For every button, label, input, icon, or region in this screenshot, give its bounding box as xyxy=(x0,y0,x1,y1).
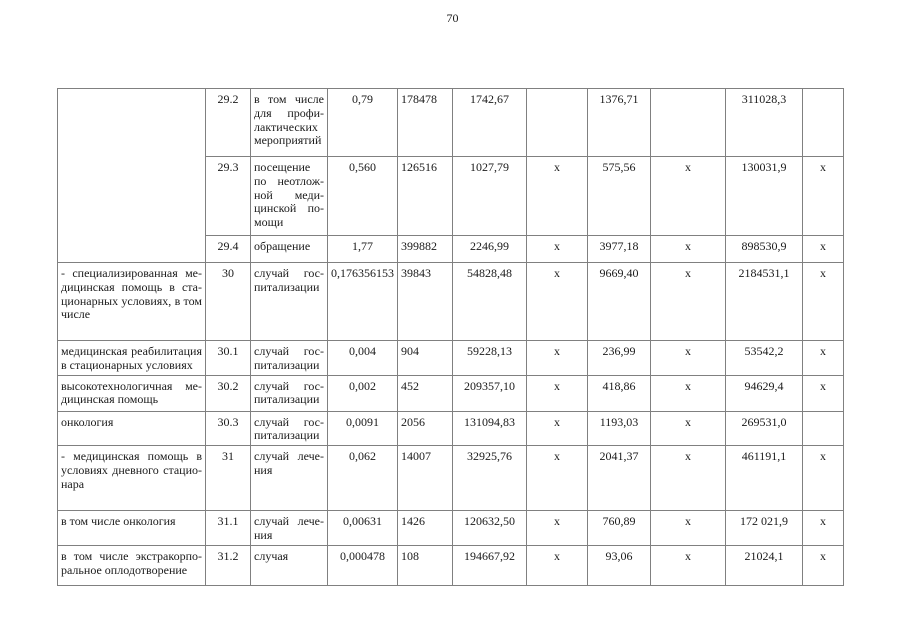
cell-unit: случай гос-питализации xyxy=(251,341,328,376)
cell-name xyxy=(58,89,206,263)
cell-x: x xyxy=(651,375,726,411)
cell-volume: 14007 xyxy=(398,446,453,511)
cell-total-cost: 2184531,1 xyxy=(726,263,803,341)
cell-tariff: 59228,13 xyxy=(453,341,527,376)
cell-x xyxy=(651,89,726,157)
cell-name: онкология xyxy=(58,411,206,446)
cell-norm-per-capita: 0,000478 xyxy=(328,545,398,585)
cell-per-capita-financing: 3977,18 xyxy=(588,236,651,263)
cell-x: x xyxy=(803,341,844,376)
cell-x xyxy=(527,89,588,157)
cell-x: x xyxy=(651,236,726,263)
cell-tariff: 32925,76 xyxy=(453,446,527,511)
cell-volume: 399882 xyxy=(398,236,453,263)
cell-x xyxy=(803,89,844,157)
cell-total-cost: 53542,2 xyxy=(726,341,803,376)
cell-per-capita-financing: 93,06 xyxy=(588,545,651,585)
cell-tariff: 2246,99 xyxy=(453,236,527,263)
cell-row-number: 30.1 xyxy=(206,341,251,376)
cell-row-number: 31.2 xyxy=(206,545,251,585)
cell-tariff: 1742,67 xyxy=(453,89,527,157)
cell-per-capita-financing: 1193,03 xyxy=(588,411,651,446)
cell-total-cost: 461191,1 xyxy=(726,446,803,511)
cell-norm-per-capita: 1,77 xyxy=(328,236,398,263)
cell-x: x xyxy=(527,341,588,376)
cell-x: x xyxy=(527,157,588,236)
cell-x: x xyxy=(803,511,844,546)
cell-x: x xyxy=(527,411,588,446)
cell-per-capita-financing: 2041,37 xyxy=(588,446,651,511)
cell-unit: посещение по неотлож-ной меди-цинской по-мощи xyxy=(251,157,328,236)
cell-row-number: 31 xyxy=(206,446,251,511)
cell-row-number: 29.2 xyxy=(206,89,251,157)
cell-tariff: 1027,79 xyxy=(453,157,527,236)
page-number: 70 xyxy=(446,11,459,25)
cell-norm-per-capita: 0,560 xyxy=(328,157,398,236)
table-row xyxy=(58,375,844,411)
table-row xyxy=(58,511,844,546)
cell-row-number: 31.1 xyxy=(206,511,251,546)
cell-name: в том числе экстракорпо-ральное оплодотворение xyxy=(58,545,206,585)
cell-x: x xyxy=(527,263,588,341)
cell-volume: 2056 xyxy=(398,411,453,446)
cell-x: x xyxy=(527,375,588,411)
cell-volume: 39843 xyxy=(398,263,453,341)
cell-x: x xyxy=(651,545,726,585)
cell-x: x xyxy=(651,511,726,546)
cell-per-capita-financing: 575,56 xyxy=(588,157,651,236)
cell-x: x xyxy=(527,446,588,511)
cell-tariff: 131094,83 xyxy=(453,411,527,446)
cell-x xyxy=(803,411,844,446)
table-row xyxy=(58,446,844,511)
cell-name: - специализированная ме-дицинская помощь в ста-ционарных условиях, в том числе xyxy=(58,263,206,341)
cell-per-capita-financing: 418,86 xyxy=(588,375,651,411)
cell-unit: случай лече-ния xyxy=(251,446,328,511)
cell-volume: 126516 xyxy=(398,157,453,236)
cell-unit: обращение xyxy=(251,236,328,263)
cell-row-number: 30 xyxy=(206,263,251,341)
table-row xyxy=(58,411,844,446)
cell-per-capita-financing: 1376,71 xyxy=(588,89,651,157)
cell-tariff: 120632,50 xyxy=(453,511,527,546)
cell-total-cost: 94629,4 xyxy=(726,375,803,411)
cell-x: x xyxy=(651,263,726,341)
cell-per-capita-financing: 236,99 xyxy=(588,341,651,376)
cell-volume: 904 xyxy=(398,341,453,376)
table-row xyxy=(58,89,844,157)
cell-volume: 1426 xyxy=(398,511,453,546)
table-row xyxy=(58,341,844,376)
cell-volume: 452 xyxy=(398,375,453,411)
cell-tariff: 209357,10 xyxy=(453,375,527,411)
cell-total-cost: 898530,9 xyxy=(726,236,803,263)
cell-per-capita-financing: 760,89 xyxy=(588,511,651,546)
table-row xyxy=(58,545,844,585)
cell-norm-per-capita: 0,062 xyxy=(328,446,398,511)
cell-unit: случая xyxy=(251,545,328,585)
cell-total-cost: 311028,3 xyxy=(726,89,803,157)
cell-x: x xyxy=(527,236,588,263)
cell-row-number: 29.4 xyxy=(206,236,251,263)
cell-name: медицинская реабилитация в стационарных условиях xyxy=(58,341,206,376)
cell-name: в том числе онкология xyxy=(58,511,206,546)
cell-name: - медицинская помощь в условиях дневного стацио-нара xyxy=(58,446,206,511)
cell-x: x xyxy=(527,511,588,546)
cell-total-cost: 21024,1 xyxy=(726,545,803,585)
cell-row-number: 30.3 xyxy=(206,411,251,446)
cell-unit: в том числе для профи-лактических мероприятий xyxy=(251,89,328,157)
cell-x: x xyxy=(651,157,726,236)
cell-norm-per-capita: 0,00631 xyxy=(328,511,398,546)
cell-row-number: 29.3 xyxy=(206,157,251,236)
cell-unit: случай лече-ния xyxy=(251,511,328,546)
tariff-table xyxy=(57,88,844,586)
cell-x: x xyxy=(527,545,588,585)
cell-tariff: 54828,48 xyxy=(453,263,527,341)
cell-volume: 108 xyxy=(398,545,453,585)
cell-unit: случай гос-питализации xyxy=(251,263,328,341)
cell-tariff: 194667,92 xyxy=(453,545,527,585)
cell-total-cost: 130031,9 xyxy=(726,157,803,236)
cell-x: x xyxy=(651,446,726,511)
cell-norm-per-capita: 0,79 xyxy=(328,89,398,157)
cell-norm-per-capita: 0,0091 xyxy=(328,411,398,446)
cell-name: высокотехнологичная ме-дицинская помощь xyxy=(58,375,206,411)
cell-norm-per-capita: 0,176356153 xyxy=(328,263,398,341)
cell-x: x xyxy=(803,375,844,411)
cell-x: x xyxy=(803,263,844,341)
cell-total-cost: 172 021,9 xyxy=(726,511,803,546)
cell-row-number: 30.2 xyxy=(206,375,251,411)
cell-x: x xyxy=(803,446,844,511)
cell-per-capita-financing: 9669,40 xyxy=(588,263,651,341)
cell-x: x xyxy=(651,411,726,446)
cell-unit: случай гос-питализации xyxy=(251,375,328,411)
cell-unit: случай гос-питализации xyxy=(251,411,328,446)
cell-norm-per-capita: 0,002 xyxy=(328,375,398,411)
cell-norm-per-capita: 0,004 xyxy=(328,341,398,376)
cell-x: x xyxy=(651,341,726,376)
cell-x: x xyxy=(803,545,844,585)
cell-x: x xyxy=(803,157,844,236)
cell-volume: 178478 xyxy=(398,89,453,157)
cell-x: x xyxy=(803,236,844,263)
cell-total-cost: 269531,0 xyxy=(726,411,803,446)
table-row xyxy=(58,263,844,341)
